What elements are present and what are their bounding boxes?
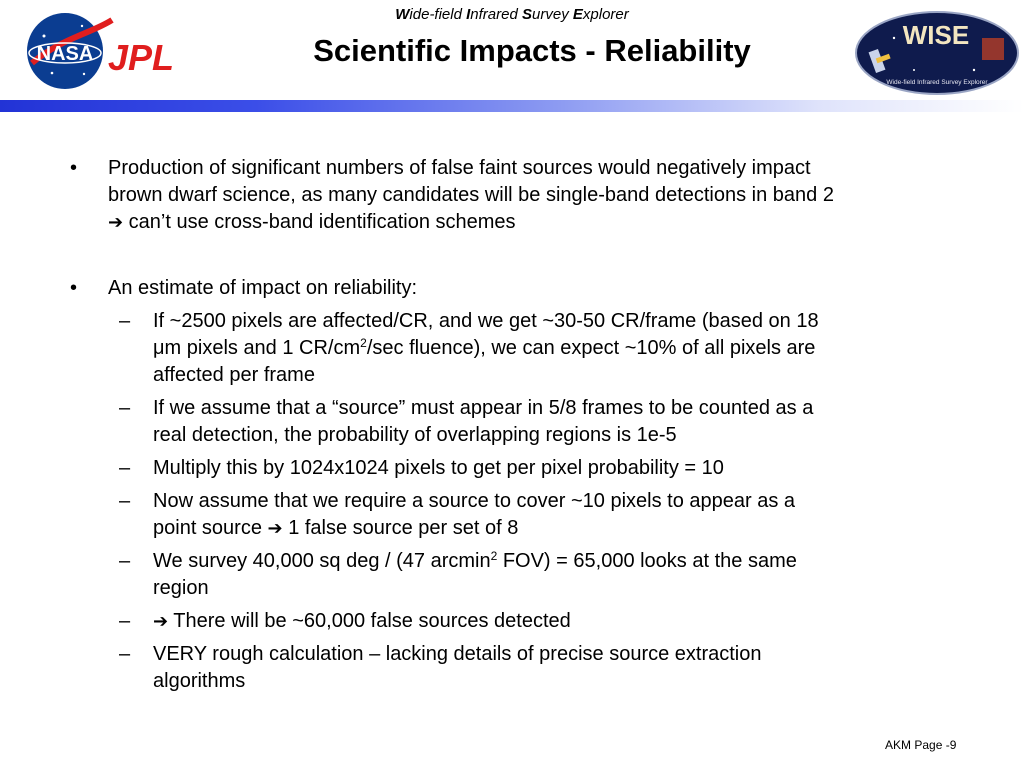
page-number: AKM Page -9 [885,738,957,752]
bullet-line: ➔ can’t use cross-band identification schemes [108,211,516,233]
dash-marker: – [119,490,131,512]
sub-bullet-rough-calculation: – VERY rough calculation – lacking details of precise source extraction algorithms [119,643,762,692]
jpl-logo: JPL [108,37,175,78]
sub-bullet-point-source: – Now assume that we require a source to cover ~10 pixels to appear as a point source ➔ 1 false source per set of 8 [119,490,796,539]
sub-bullet-survey-looks: – We survey 40,000 sq deg / (47 arcmin$^2$ FOV) = 65,000 looks at the same region [119,549,797,599]
dash-marker: – [119,310,131,332]
bullet-marker: • [70,277,78,299]
bullet-reliability-estimate [70,275,948,302]
sub-bullet-multiply: – Multiply this by 1024x1024 pixels to get per pixel probability = 10 [153,455,933,482]
dash-marker: – [119,550,131,572]
bullet-line: brown dwarf science, as many candidates will be single-band detections in band 2 [108,184,834,206]
svg-text:WISE: WISE [902,20,970,50]
page-title: Scientific Impacts - Reliability [313,33,751,68]
arrow-icon: ➔ [108,212,124,233]
dash-marker: – [119,610,131,632]
bullet-false-sources [70,155,948,236]
header-subtitle: Wide-field Infrared Survey Explorer [395,6,629,23]
header-divider-bar [0,100,1024,112]
sub-bullet-false-count: – ➔ There will be ~60,000 false sources detected [153,608,933,635]
dash-marker: – [119,457,131,479]
arrow-icon: ➔ [153,611,169,632]
sub-bullet-source-frames: – If we assume that a “source” must appear in 5/8 frames to be counted as a real detection, the probability of overlapping regions is 1e-5 [119,397,814,446]
sub-bullet-cr-pixels: – If ~2500 pixels are affected/CR, and we get ~30-50 CR/frame (based on 18 μm pixels and 1 $CR/cm^2/\sec$ fluence), we can expect ~10% of all pixels are affected per frame [119,310,819,386]
bullet-marker: • [70,157,78,179]
bullet-line: An estimate of impact on reliability: [108,277,418,299]
dash-marker: – [119,397,131,419]
svg-text:NASA: NASA [36,43,94,65]
bullet-line: Production of significant numbers of false faint sources would negatively impact [108,157,811,179]
dash-marker: – [119,643,131,665]
arrow-icon: ➔ [267,518,283,539]
svg-text:Wide-field Infrared Survey Exp: Wide-field Infrared Survey Explorer [886,79,988,86]
